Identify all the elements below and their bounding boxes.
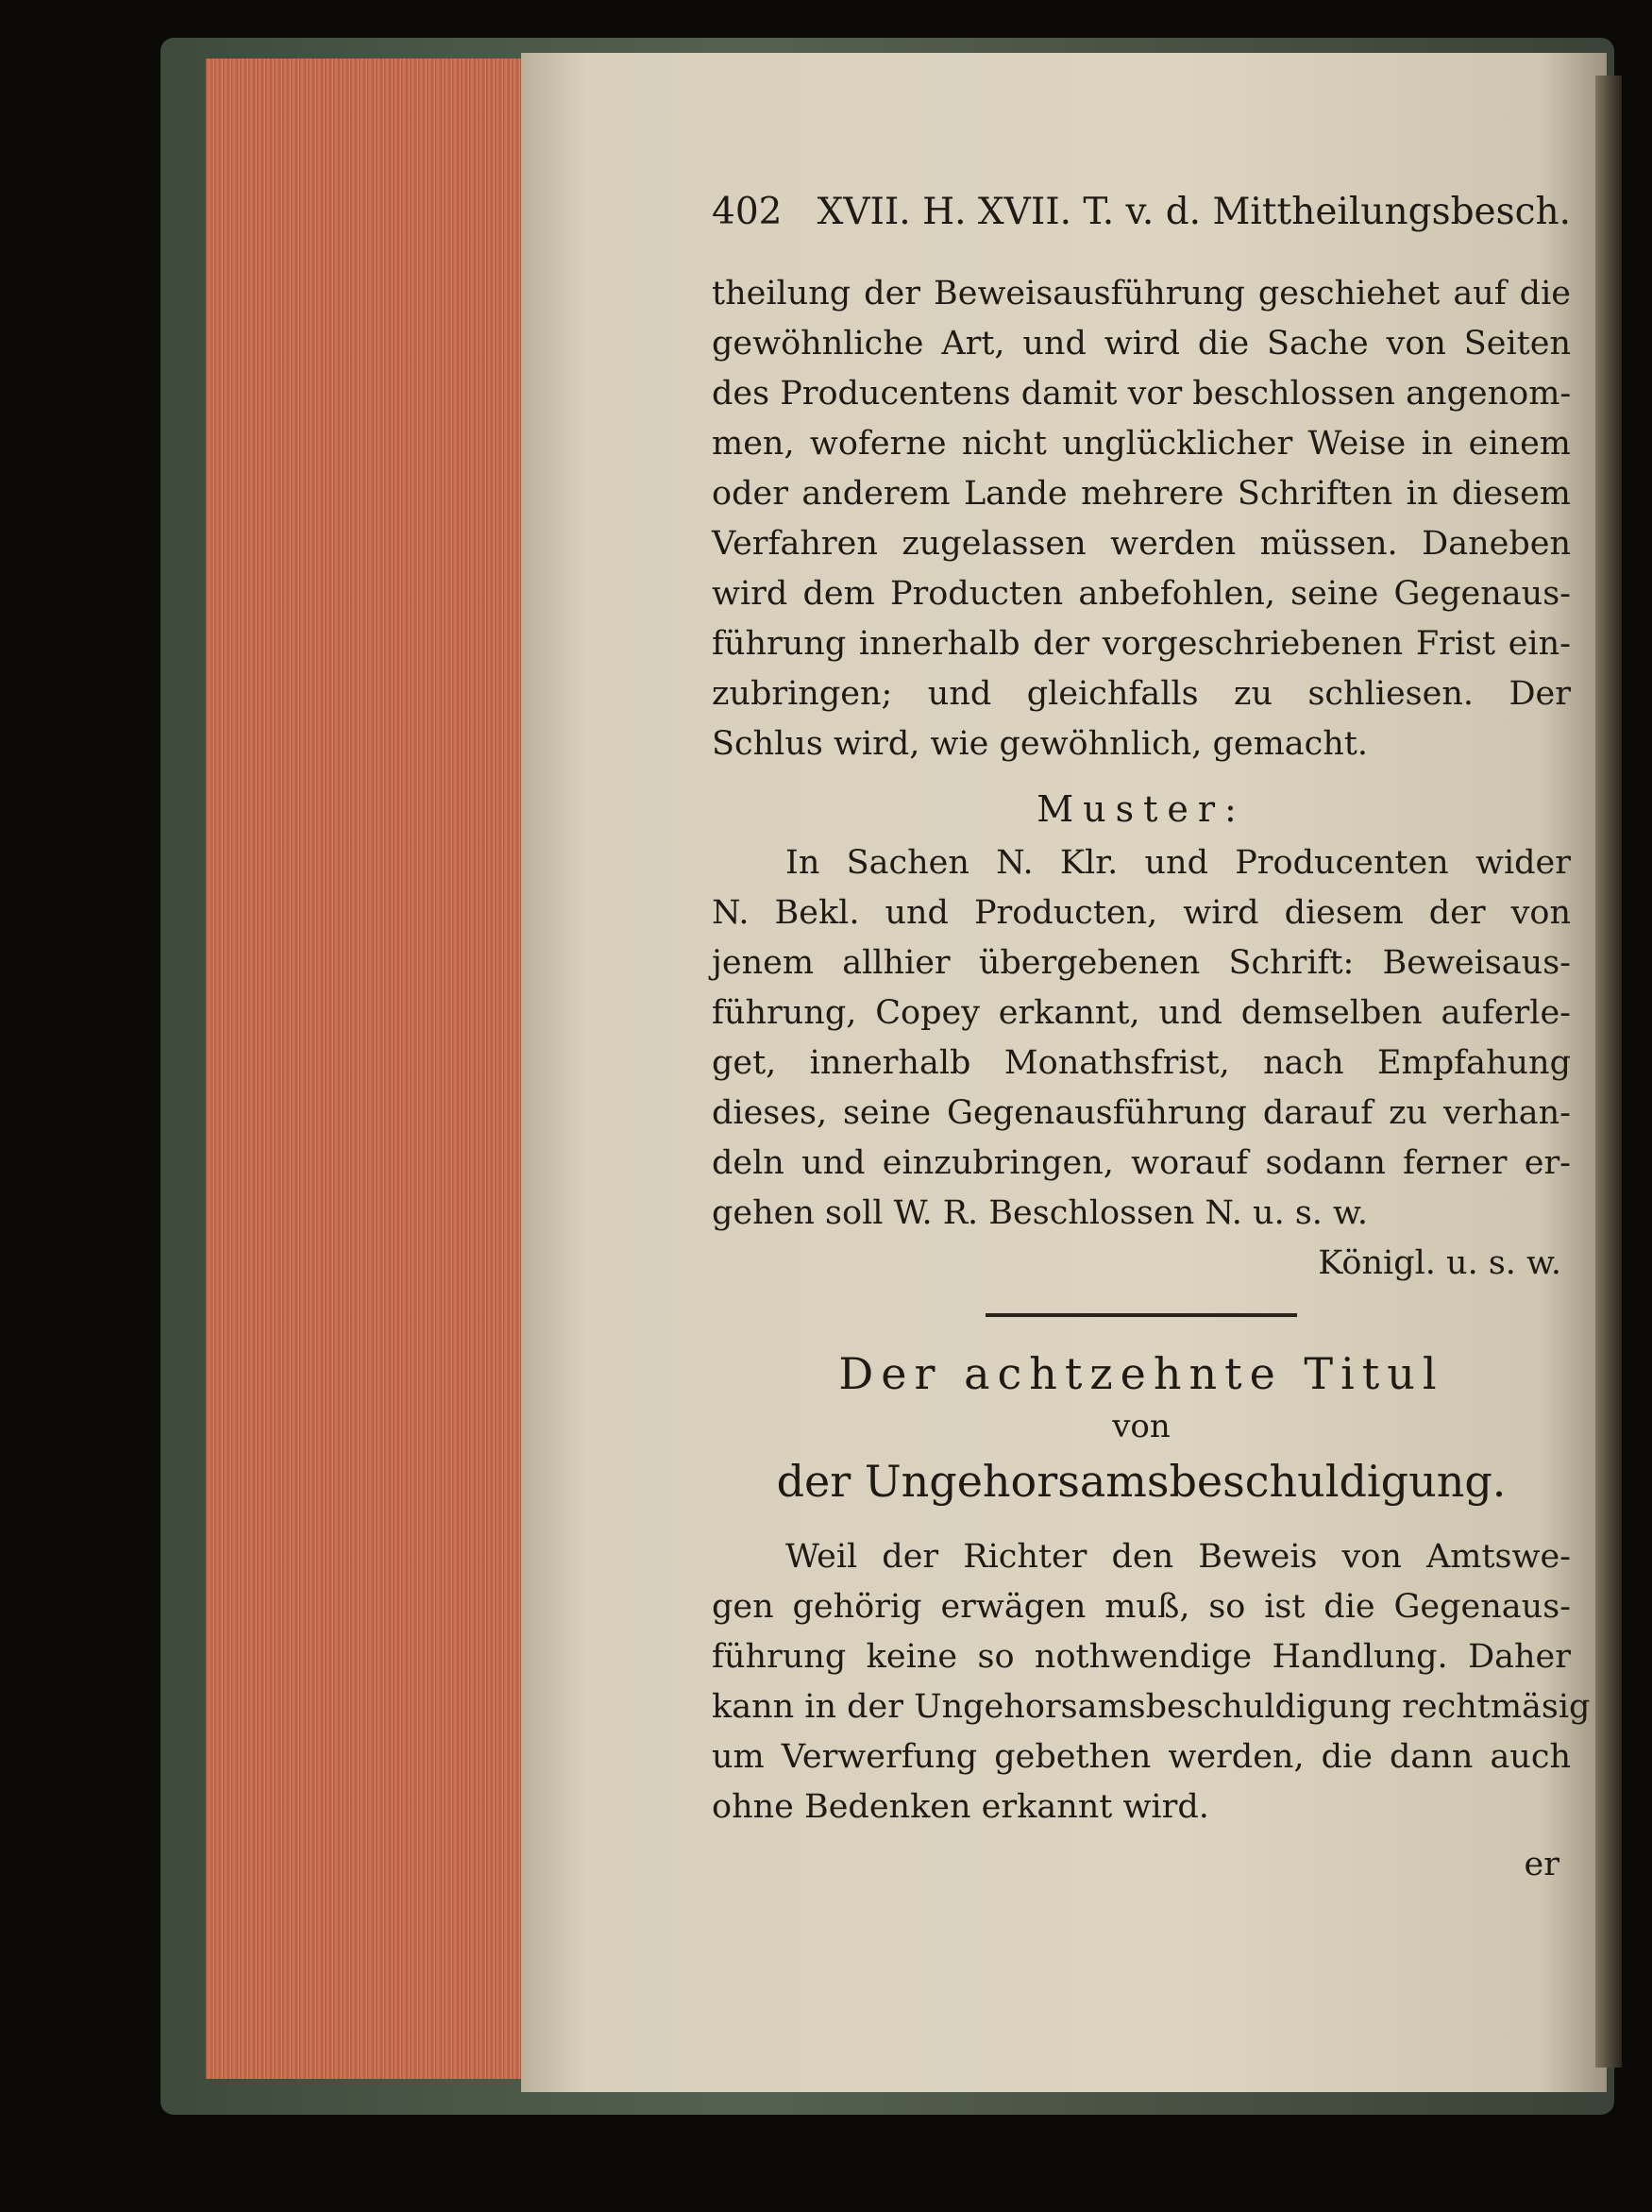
page-text: [712, 187, 1591, 1890]
muster-paragraph: [712, 838, 1571, 1239]
text-line: deln und einzubringen, worauf sodann ferner er-: [712, 1144, 1571, 1182]
running-title: XVII. H. XVII. T. v. d. Mittheilungsbesch.: [817, 191, 1571, 233]
text-line: gen gehörig erwägen muß, so ist die Gegenaus-: [712, 1588, 1571, 1626]
section-subtitle: der Ungehorsamsbeschuldigung.: [776, 1456, 1507, 1507]
text-line: In Sachen N. Klr. und Producenten wider: [785, 844, 1571, 882]
text-line: N. Bekl. und Producten, wird diesem der von: [712, 894, 1571, 932]
text-line: men, woferne nicht unglücklicher Weise in einem: [712, 425, 1571, 463]
muster-heading: Muster:: [1037, 788, 1246, 830]
catchword: er: [1524, 1846, 1559, 1883]
text-line: Weil der Richter den Beweis von Amtswe-: [785, 1538, 1571, 1576]
text-line: führung innerhalb der vorgeschriebenen Frist ein-: [712, 625, 1571, 663]
text-line: Verfahren zugelassen werden müssen. Daneben: [712, 525, 1571, 563]
body-paragraph: [712, 269, 1571, 769]
text-line: gehen soll W. R. Beschlossen N. u. s. w.: [712, 1194, 1368, 1232]
text-line: theilung der Beweisausführung geschiehet auf die: [712, 275, 1571, 312]
text-line: dieses, seine Gegenausführung darauf zu verhan-: [712, 1094, 1571, 1132]
text-line: wird dem Producten anbefohlen, seine Gegenaus-: [712, 575, 1571, 613]
text-line: jenem allhier übergebenen Schrift: Beweisaus-: [712, 944, 1571, 982]
text-line: ohne Bedenken erkannt wird.: [712, 1788, 1209, 1826]
section-title-von: von: [1112, 1408, 1171, 1445]
section-paragraph: [712, 1532, 1591, 1832]
page-gutter-shadow: [1595, 76, 1622, 2068]
signature: Königl. u. s. w.: [1318, 1244, 1561, 1282]
text-line: kann in der Ungehorsamsbeschuldigung rechtmäsig: [712, 1688, 1591, 1726]
running-header: [712, 187, 1571, 237]
section-title: Der achtzehnte Titul: [838, 1348, 1444, 1399]
page-block-edge: [206, 59, 530, 2079]
text-line: gewöhnliche Art, und wird die Sache von Seiten: [712, 325, 1571, 363]
text-line: um Verwerfung gebethen werden, die dann auch: [712, 1738, 1571, 1776]
text-line: führung keine so nothwendige Handlung. Daher: [712, 1638, 1571, 1676]
text-line: Schlus wird, wie gewöhnlich, gemacht.: [712, 725, 1368, 763]
text-line: des Producentens damit vor beschlossen angenom-: [712, 375, 1572, 413]
text-line: oder anderem Lande mehrere Schriften in diesem: [712, 475, 1571, 513]
section-divider: [986, 1313, 1297, 1317]
text-line: zubringen; und gleichfalls zu schliesen. Der: [712, 675, 1571, 713]
text-line: get, innerhalb Monathsfrist, nach Empfahung: [712, 1044, 1571, 1082]
text-line: führung, Copey erkannt, und demselben auferle-: [712, 994, 1571, 1032]
page-number: 402: [712, 191, 783, 233]
